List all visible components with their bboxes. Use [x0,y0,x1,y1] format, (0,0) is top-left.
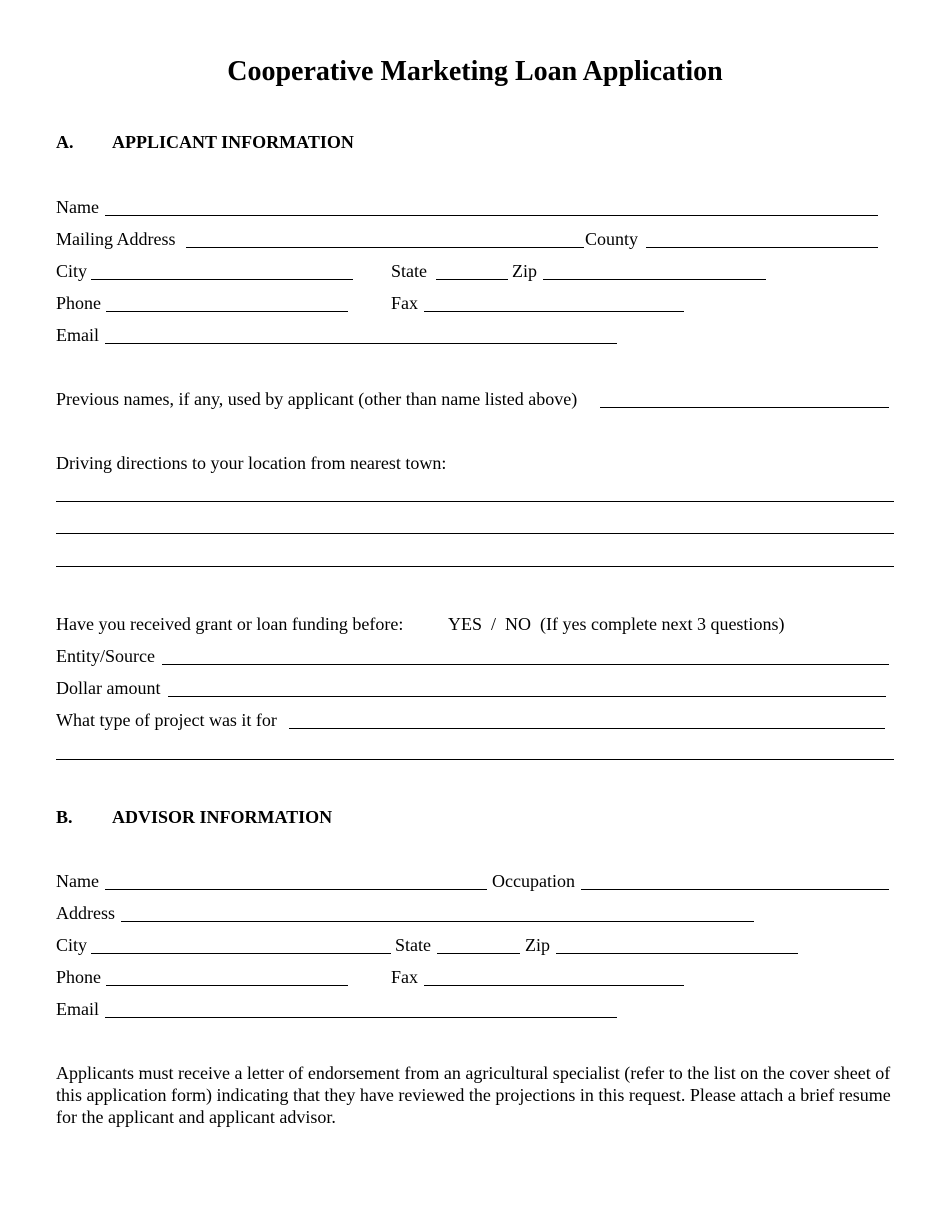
funding-question-label: Have you received grant or loan funding before: [56,614,404,634]
advisor-fax-label: Fax [391,967,418,987]
applicant-phone-label: Phone [56,293,101,313]
section-b-heading: ADVISOR INFORMATION [112,807,333,827]
applicant-city-field[interactable] [91,279,353,280]
section-a-heading: APPLICANT INFORMATION [112,132,354,152]
applicant-county-field[interactable] [646,247,878,248]
applicant-fax-field[interactable] [424,311,684,312]
project-type-label: What type of project was it for [56,710,277,730]
applicant-name-field[interactable] [105,215,878,216]
applicant-county-label: County [585,229,639,249]
applicant-email-field[interactable] [105,343,617,344]
driving-directions-line-3[interactable] [56,566,894,567]
applicant-name-label: Name [56,197,99,217]
driving-directions-label: Driving directions to your location from nearest town: [56,453,447,473]
section-b-letter: B. [56,807,73,827]
advisor-zip-field[interactable] [556,953,798,954]
advisor-city-label: City [56,935,88,955]
project-type-field-line-2[interactable] [56,759,894,760]
section-a-letter: A. [56,132,74,152]
advisor-city-field[interactable] [91,953,391,954]
applicant-state-label: State [391,261,427,281]
advisor-phone-label: Phone [56,967,101,987]
advisor-email-field[interactable] [105,1017,617,1018]
applicant-state-field[interactable] [436,279,508,280]
advisor-fax-field[interactable] [424,985,684,986]
page-title: Cooperative Marketing Loan Application [227,56,723,87]
advisor-state-label: State [395,935,431,955]
entity-source-label: Entity/Source [56,646,155,666]
advisor-email-label: Email [56,999,99,1019]
applicant-phone-field[interactable] [106,311,348,312]
advisor-address-field[interactable] [121,921,754,922]
advisor-phone-field[interactable] [106,985,348,986]
entity-source-field[interactable] [162,664,889,665]
applicant-city-label: City [56,261,88,281]
advisor-state-field[interactable] [437,953,520,954]
advisor-occupation-label: Occupation [492,871,575,891]
previous-names-label: Previous names, if any, used by applicant (other than name listed above) [56,389,578,409]
dollar-amount-label: Dollar amount [56,678,161,698]
applicant-email-label: Email [56,325,99,345]
endorsement-note: Applicants must receive a letter of endorsement from an agricultural specialist (refer to the list on the cover sheet of this application form) indicating that they have reviewed the projections in this request. Please attach a brief resume for the applicant and applicant advisor. [56,1063,891,1127]
previous-names-field[interactable] [600,407,889,408]
dollar-amount-field[interactable] [168,696,886,697]
applicant-mailing-address-field[interactable] [186,247,584,248]
applicant-mailing-address-label: Mailing Address [56,229,176,249]
applicant-zip-label: Zip [512,261,537,281]
advisor-name-field[interactable] [105,889,487,890]
driving-directions-line-2[interactable] [56,533,894,534]
advisor-occupation-field[interactable] [581,889,889,890]
advisor-name-label: Name [56,871,99,891]
advisor-zip-label: Zip [525,935,550,955]
applicant-zip-field[interactable] [543,279,766,280]
project-type-field[interactable] [289,728,885,729]
advisor-address-label: Address [56,903,115,923]
funding-yes-no-options[interactable]: YES / NO (If yes complete next 3 questions) [448,614,785,634]
driving-directions-line-1[interactable] [56,501,894,502]
applicant-fax-label: Fax [391,293,418,313]
